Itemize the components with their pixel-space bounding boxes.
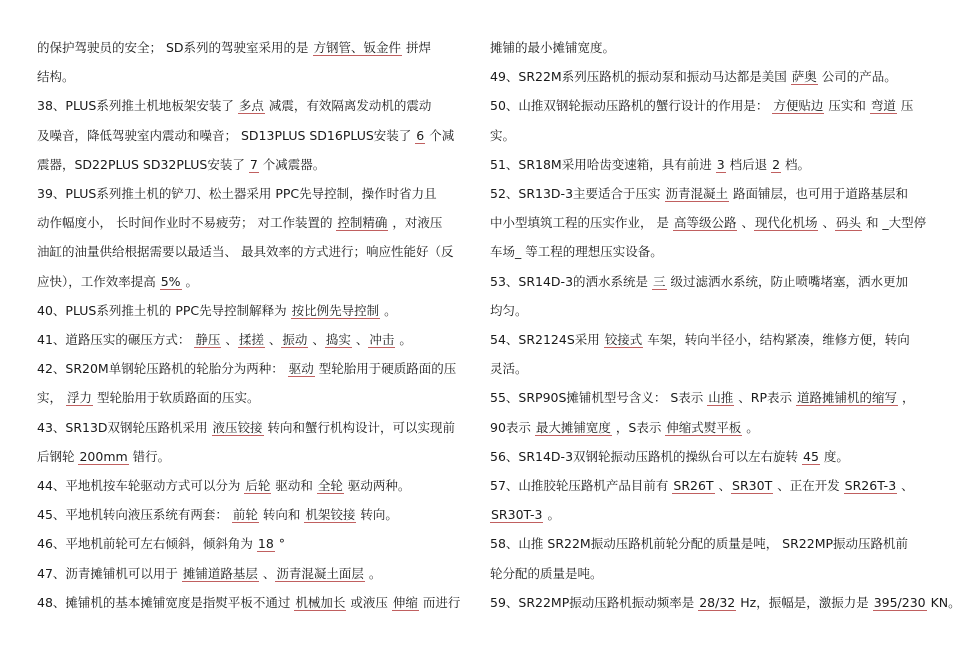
text-line: 摊铺的最小摊铺宽度。 [490,40,616,55]
answer-blank: 码头 [835,215,861,231]
answer-blank: 驱动 [288,361,314,377]
answer-blank: SR30T [732,478,773,493]
text-line: 均匀。 [490,302,528,318]
text-line: 结构。 [37,69,75,85]
answer-blank: 2 [772,156,781,172]
text-line: 39、PLUS系列推土机的铲刀、松土器采用 PPC先导控制，操作时省力且 [37,186,437,201]
answer-blank: 按比例先导控制 [291,302,380,318]
answer-blank: 3 [716,156,725,172]
text-line: 46、平地机前轮可左右倾斜，倾斜角为 18 ° [37,536,286,552]
answer-blank: 现代化机场 [754,215,818,231]
answer-blank: 静压 [195,332,221,347]
answer-blank: 7 [249,156,258,172]
text-line: 油缸的油量供给根据需要以最适当、 最具效率的方式进行；响应性能好（反 [37,244,454,260]
answer-blank: SR26T [673,478,714,493]
answer-blank: 揉搓 [238,332,264,347]
answer-blank: 28/32 [699,594,736,610]
answer-blank: 方便贴边 [773,98,824,114]
answer-blank: SR26T-3 [844,478,897,493]
text-line: 52、SR13D-3主要适合于压实 沥青混凝土 路面铺层，也可用于道路基层和 [490,186,908,201]
text-line: SR30T-3 。 [491,507,560,523]
answer-blank: 捣实 [325,332,351,347]
answer-blank: 前轮 [232,507,258,523]
text-line: 动作幅度小， 长时间作业时不易疲劳； 对工作装置的 控制精确 ，对液压 [37,215,443,231]
text-line: 49、SR22M系列压路机的振动泵和振动马达都是美国 萨奥 公司的产品。 [490,69,897,85]
text-line: 47、沥青摊铺机可以用于 摊铺道路基层 、沥青混凝土面层 。 [37,565,382,581]
text-line: 54、SR2124S采用 铰接式 车架，转向半径小，结构紧凑，维修方便，转向 [490,332,910,347]
answer-blank: 道路摊铺机的缩写 [796,390,897,406]
text-line: 56、SR14D-3双钢轮振动压路机的操纵台可以左右旋转 45 度。 [490,448,849,464]
answer-blank: 45 [803,448,819,464]
text-line: 的保护驾驶员的安全； SD系列的驾驶室采用的是 方钢管、钣金件 拼焊 [37,40,432,55]
text-line: 48、摊铺机的基本摊铺宽度是指熨平板不通过 机械加长 或液压 伸缩 而进行 [37,594,461,610]
answer-blank: 6 [416,127,425,143]
answer-blank: 沥青混凝土面层 [276,565,364,581]
answer-blank: 18 [257,536,274,552]
text-line: 57、山推胶轮压路机产品目前有 SR26T 、SR30T 、正在开发 SR26T-3 、 [490,478,914,493]
answer-blank: 后轮 [245,478,271,493]
text-line: 40、PLUS系列推土机的 PPC先导控制解释为 按比例先导控制 。 [37,302,397,318]
answer-blank: 多点 [238,98,264,114]
text-line: 中小型填筑工程的压实作业， 是 高等级公路 、现代化机场 、码头 和 _大型停 [490,215,927,231]
text-line: 90表示 最大摊铺宽度 ，S表示 伸缩式熨平板 。 [490,419,759,435]
answer-blank: 机架铰接 [305,507,356,523]
text-line: 及噪音，降低驾驶室内震动和噪音； SD13PLUS SD16PLUS安装了 6 个减 [37,127,455,143]
answer-blank: 浮力 [66,390,92,406]
text-line: 实， 浮力 型轮胎用于软质路面的压实。 [37,390,260,406]
text-line: 轮分配的质量是吨。 [490,565,603,581]
text-line: 53、SR14D-3的洒水系统是 三 级过滤洒水系统，防止喷嘴堵塞，洒水更加 [490,273,908,289]
text-line: 58、山推 SR22M振动压路机前轮分配的质量是吨， SR22MP振动压路机前 [490,536,909,552]
answer-blank: 冲击 [369,332,395,347]
answer-blank: 方钢管、钣金件 [313,40,402,55]
text-line: 41、道路压实的碾压方式： 静压 、揉搓 、振动 、捣实 、冲击 。 [37,332,412,347]
answer-blank: 395/230 [873,594,926,610]
text-line: 后钢轮 200mm 错行。 [37,448,171,464]
text-line: 50、山推双钢轮振动压路机的蟹行设计的作用是： 方便贴边 压实和 弯道 压 [490,98,914,114]
text-line: 实。 [490,127,516,143]
answer-blank: 全轮 [317,478,343,493]
text-line: 51、SR18M采用哈齿变速箱，具有前进 3 档后退 2 档。 [490,156,811,172]
answer-blank: 伸缩 [392,594,418,610]
text-line: 车场_ 等工程的理想压实设备。 [490,244,663,260]
text-line: 59、SR22MP振动压路机振动频率是 28/32 Hz，振幅是，激振力是 395/230 KN。 [490,594,961,610]
answer-blank: 200mm [79,448,128,464]
answer-blank: 液压铰接 [212,419,263,435]
answer-blank: 沥青混凝土 [665,186,729,201]
text-line: 42、SR20M单钢轮压路机的轮胎分为两种： 驱动 型轮胎用于硬质路面的压 [37,361,457,377]
answer-blank: 5% [160,273,181,289]
answer-blank: 最大摊铺宽度 [535,419,611,435]
answer-blank: 伸缩式熨平板 [666,419,742,435]
text-line: 44、平地机按车轮驱动方式可以分为 后轮 驱动和 全轮 驱动两种。 [37,478,411,493]
answer-blank: 三 [653,273,666,289]
text-line: 震器，SD22PLUS SD32PLUS安装了 7 个减震器。 [37,156,326,172]
answer-blank: SR30T-3 [491,507,543,523]
answer-blank: 振动 [282,332,308,347]
answer-blank: 机械加长 [295,594,346,610]
answer-blank: 铰接式 [604,332,643,347]
text-line: 55、SRP90S摊铺机型号含义： S表示 山推 、RP表示 道路摊铺机的缩写 ， [490,390,915,406]
text-line: 应快），工作效率提高 5% 。 [37,273,199,289]
answer-blank: 萨奥 [791,69,817,85]
text-line: 38、PLUS系列推土机地板架安装了 多点 减震，有效隔离发动机的震动 [37,98,432,114]
answer-blank: 控制精确 [337,215,388,231]
answer-blank: 山推 [708,390,734,406]
answer-blank: 摊铺道路基层 [182,565,258,581]
answer-blank: 弯道 [870,98,896,114]
answer-blank: 高等级公路 [673,215,737,231]
text-line: 灵活。 [490,361,528,377]
text-line: 45、平地机转向液压系统有两套： 前轮 转向和 机架铰接 转向。 [37,507,398,523]
text-line: 43、SR13D双钢轮压路机采用 液压铰接 转向和蟹行机构设计，可以实现前 [37,419,456,435]
